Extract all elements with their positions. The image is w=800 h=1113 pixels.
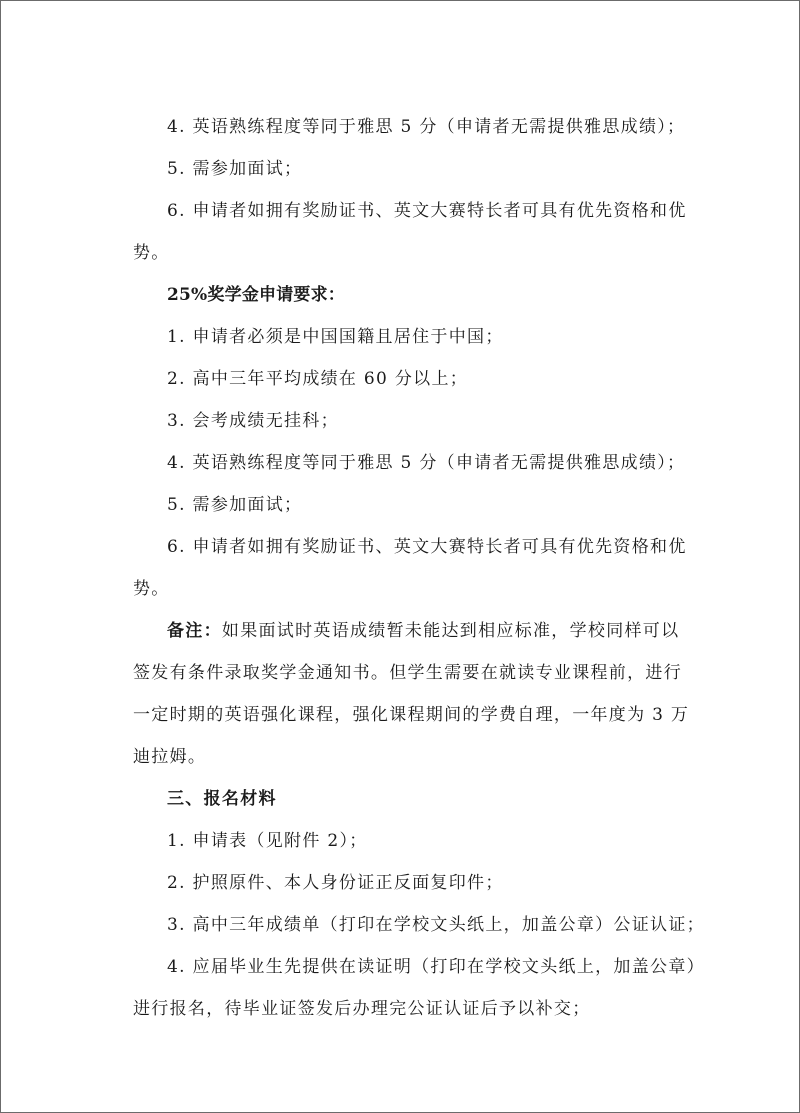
list-item: 6. 申请者如拥有奖励证书、英文大赛特长者可具有优先资格和优 — [167, 537, 687, 557]
list-item: 1. 申请表（见附件 2）； — [167, 831, 368, 851]
list-item-continuation: 势。 — [133, 579, 170, 599]
list-item: 3. 高中三年成绩单（打印在学校文头纸上，加盖公章）公证认证； — [167, 915, 705, 935]
list-item: 2. 护照原件、本人身份证正反面复印件； — [167, 873, 504, 893]
list-item-continuation: 进行报名，待毕业证签发后办理完公证认证后予以补交； — [133, 999, 591, 1019]
note-text: 如果面试时英语成绩暂未能达到相应标准，学校同样可以 — [221, 621, 680, 641]
list-item: 4. 英语熟练程度等同于雅思 5 分（申请者无需提供雅思成绩）； — [167, 453, 686, 473]
list-item: 1. 申请者必须是中国国籍且居住于中国； — [167, 327, 504, 347]
list-item: 4. 应届毕业生先提供在读证明（打印在学校文头纸上，加盖公章） — [167, 957, 705, 977]
scholarship-25-heading: 25%奖学金申请要求： — [167, 285, 346, 305]
list-item: 4. 英语熟练程度等同于雅思 5 分（申请者无需提供雅思成绩）； — [167, 117, 686, 137]
note-paragraph-first-line — [167, 619, 679, 643]
section-heading: 三、报名材料 — [167, 789, 277, 809]
note-line: 一定时期的英语强化课程，强化课程期间的学费自理，一年度为 3 万 — [133, 705, 690, 725]
list-item-continuation: 势。 — [133, 243, 170, 263]
note-line: 签发有条件录取奖学金通知书。但学生需要在就读专业课程前，进行 — [133, 663, 682, 683]
list-item: 3. 会考成绩无挂科； — [167, 411, 339, 431]
list-item: 2. 高中三年平均成绩在 60 分以上； — [167, 369, 469, 389]
list-item: 6. 申请者如拥有奖励证书、英文大赛特长者可具有优先资格和优 — [167, 201, 687, 221]
note-line: 迪拉姆。 — [133, 747, 207, 767]
note-label: 备注： — [167, 621, 222, 641]
list-item: 5. 需参加面试； — [167, 495, 303, 515]
list-item: 5. 需参加面试； — [167, 159, 303, 179]
